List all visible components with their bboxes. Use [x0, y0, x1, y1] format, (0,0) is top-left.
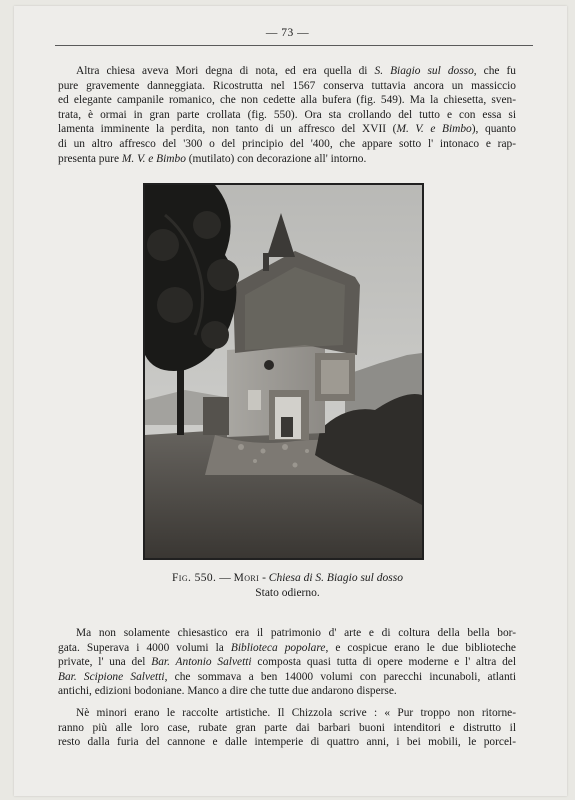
text-line: [58, 152, 516, 167]
text-run: private, l' una del: [58, 656, 152, 669]
text-run: ranno più alle loro case, rubate gran parte dai barbari buoni intenditori e distrutto il: [58, 721, 516, 734]
text-line: [58, 137, 516, 152]
figure-caption: [0, 571, 575, 601]
photo-image: [145, 185, 422, 558]
caption-location: Mori: [233, 572, 260, 584]
text-run: antichi, edizioni bodoniane. Manco a dire che tutte due andarono disperse.: [58, 685, 397, 698]
text-run: trata, è ormai in gran parte crollata (fig. 550). Ora sta crollando del tutto e con essa si: [58, 108, 516, 121]
text-run: lamenta imminente la perdita, non tanto di un affresco del XVII (: [58, 123, 397, 136]
text-run: Altra chiesa aveva Mori degna di nota, ed era quella di: [76, 65, 375, 77]
figure-label: Fig. 550.: [172, 572, 217, 584]
text-run: , e cospicue erano le due biblioteche: [325, 641, 516, 654]
paragraph-collections: [58, 706, 516, 750]
text-run: pure gravemente danneggiata. Ricostrutta nel 1567 conserva tuttavia ancora un massiccio: [58, 79, 516, 92]
text-line: [58, 670, 516, 685]
italic-text: Biblioteca popolare: [230, 641, 326, 654]
text-run: , che fu: [473, 65, 517, 77]
page-number: — 73 —: [265, 27, 310, 39]
italic-text: M. V. e Bimbo: [121, 152, 186, 165]
text-run: presenta pure: [58, 152, 122, 165]
text-run: ), quanto: [471, 123, 516, 136]
text-line: [58, 93, 516, 108]
text-line: [58, 641, 516, 656]
text-line: [58, 64, 516, 79]
text-line: [58, 684, 516, 699]
text-run: resto dalla furia del cannone e dalle intemperie di quattro anni, i bei mobili, le porcel-: [58, 736, 516, 749]
caption-title: Chiesa di S. Biagio sul dosso: [268, 572, 403, 584]
text-line: [58, 122, 516, 137]
italic-text: M. V. e Bimbo: [396, 123, 472, 136]
paragraph-church: [58, 64, 516, 166]
caption-dash: —: [216, 572, 234, 584]
text-run: composta quasi tutta di opere moderne e l' altra del: [251, 656, 517, 669]
paragraph-libraries: [58, 626, 516, 699]
text-run: gata. Superava i 4000 volumi la: [58, 641, 231, 654]
text-line: [58, 626, 516, 641]
text-line: [58, 79, 516, 94]
italic-text: S. Biagio sul dosso: [374, 65, 474, 77]
text-line: [58, 108, 516, 123]
caption-separator: -: [259, 572, 269, 584]
text-run: ed elegante campanile romanico, che non cedette alla bufera (fig. 549). Ma la chiesetta, sven-: [58, 94, 516, 107]
text-run: (mutilato) con decorazione all' intorno.: [185, 152, 367, 165]
text-line: [58, 721, 516, 736]
text-run: , che sommava a ben 14000 volumi con parecchi incunaboli, atlanti: [164, 670, 517, 683]
photograph-chiesa-s-biagio: [143, 183, 424, 560]
text-run: Nè minori erano le raccolte artistiche. Il Chizzola scrive : « Pur troppo non ritorne-: [76, 707, 516, 719]
header-rule: [55, 45, 533, 46]
text-run: di un altro affresco del '300 o del principio del '400, che appare sotto l' intonaco e rap-: [58, 137, 516, 150]
text-line: [58, 655, 516, 670]
italic-text: Bar. Scipione Salvetti: [58, 670, 165, 683]
caption-subtitle: Stato odierno.: [255, 587, 320, 599]
text-run: Ma non solamente chiesastico era il patrimonio d' arte e di coltura della bella bor-: [76, 627, 516, 639]
text-line: [58, 735, 516, 750]
text-line: [58, 706, 516, 721]
italic-text: Bar. Antonio Salvetti: [151, 656, 252, 669]
